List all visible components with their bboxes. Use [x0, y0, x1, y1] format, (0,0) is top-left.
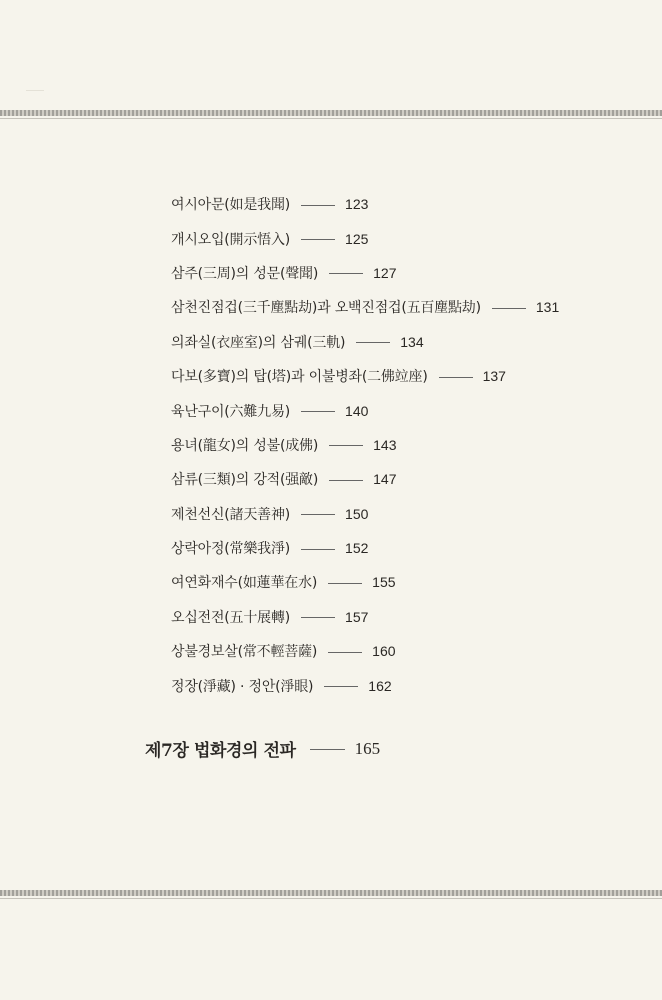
toc-item	[171, 462, 601, 496]
leader-line	[329, 273, 363, 274]
toc-item-page: 143	[373, 436, 397, 453]
toc-item	[171, 531, 601, 565]
leader-line	[301, 617, 335, 618]
toc-item	[171, 600, 601, 634]
toc-item-title: 상불경보살(常不輕菩薩)	[171, 644, 318, 661]
leader-line	[324, 686, 358, 687]
toc-item-title: 여시아문(如是我聞)	[171, 197, 291, 214]
leader-line	[328, 583, 362, 584]
toc-item	[171, 256, 601, 290]
toc-item-page: 140	[345, 402, 369, 419]
toc-item-title: 삼류(三類)의 강적(强敵)	[171, 472, 319, 489]
toc-item-page: 134	[400, 333, 424, 350]
toc-item-title: 삼주(三周)의 성문(聲聞)	[171, 265, 319, 282]
leader-line	[301, 411, 335, 412]
leader-line	[328, 652, 362, 653]
toc-item-page: 162	[368, 677, 392, 694]
toc-item-title: 의좌실(衣座室)의 삼궤(三軌)	[171, 334, 346, 351]
toc-item	[171, 187, 601, 221]
table-of-contents	[171, 187, 601, 703]
leader-line	[329, 480, 363, 481]
leader-line	[439, 377, 473, 378]
toc-item-page: 137	[482, 368, 506, 385]
toc-item	[171, 668, 601, 702]
toc-item-title: 정장(淨藏) · 정안(淨眼)	[171, 678, 314, 695]
chapter-page: 165	[354, 738, 381, 758]
toc-item-title: 제천선신(諸天善神)	[171, 506, 291, 523]
leader-line	[310, 749, 345, 750]
leader-line	[492, 308, 526, 309]
toc-item	[171, 393, 601, 427]
toc-item-title: 삼천진점겁(三千塵點劫)과 오백진점겁(五百塵點劫)	[171, 300, 481, 317]
toc-item-page: 157	[345, 608, 369, 625]
top-divider	[0, 110, 662, 116]
toc-item-title: 오십전전(五十展轉)	[171, 609, 291, 626]
toc-item-page: 160	[372, 643, 396, 660]
toc-item-page: 125	[345, 230, 369, 247]
leader-line	[356, 342, 390, 343]
toc-item	[171, 428, 601, 462]
leader-line	[301, 514, 335, 515]
toc-item	[171, 359, 601, 393]
leader-line	[301, 205, 335, 206]
toc-item-page: 127	[373, 264, 397, 281]
toc-item	[171, 221, 601, 255]
toc-item	[171, 290, 601, 324]
chapter-title: 제7장 법화경의 전파	[145, 741, 296, 761]
toc-item-title: 용녀(龍女)의 성불(成佛)	[171, 437, 319, 454]
toc-item-title: 다보(多寶)의 탑(塔)과 이불병좌(二佛竝座)	[171, 369, 428, 386]
toc-item	[171, 497, 601, 531]
toc-item-page: 147	[373, 471, 397, 488]
toc-item-title: 육난구이(六難九易)	[171, 403, 291, 420]
chapter-heading	[145, 736, 380, 761]
toc-item-title: 상락아정(常樂我淨)	[171, 541, 291, 558]
toc-item-page: 123	[345, 196, 369, 213]
toc-item-page: 152	[345, 540, 369, 557]
bottom-divider	[0, 890, 662, 896]
leader-line	[301, 549, 335, 550]
toc-item-page: 150	[345, 505, 369, 522]
toc-item	[171, 325, 601, 359]
leader-line	[301, 239, 335, 240]
toc-item-page: 155	[372, 574, 396, 591]
toc-item	[171, 634, 601, 668]
leader-line	[329, 445, 363, 446]
page-mark	[26, 90, 44, 94]
toc-item-title: 여연화재수(如蓮華在水)	[171, 575, 318, 592]
toc-item-page: 131	[535, 299, 560, 316]
toc-item-title: 개시오입(開示悟入)	[171, 231, 291, 248]
toc-item	[171, 565, 601, 599]
